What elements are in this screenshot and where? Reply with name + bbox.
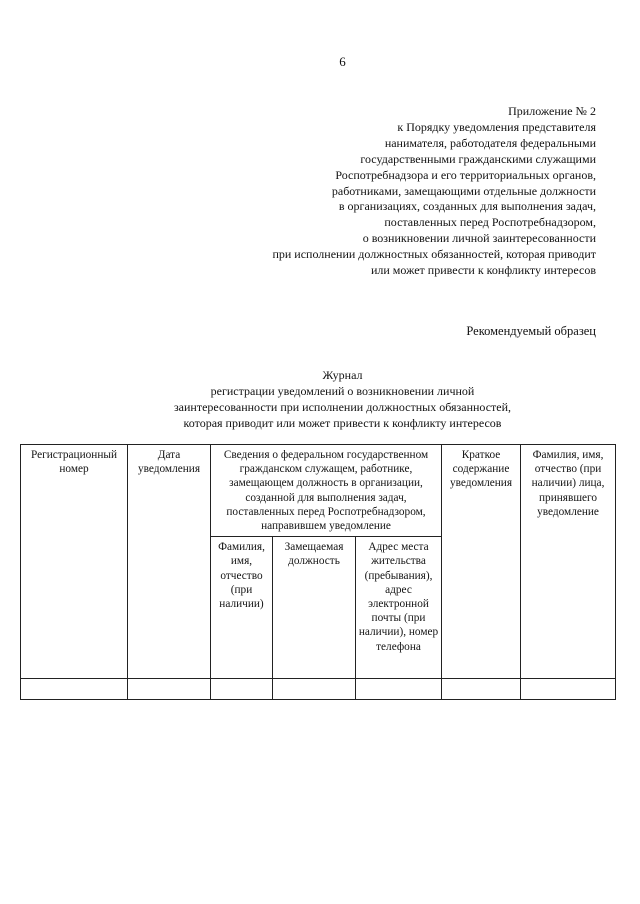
header-notification-date: Дата уведомления [128,445,211,679]
header-summary: Краткое содержание уведомления [442,445,521,679]
table-cell [128,679,211,700]
table-header-row [21,445,616,537]
table-cell [211,679,273,700]
appendix-line: в организациях, созданных для выполнения задач, [338,199,596,214]
header-employee-info: Сведения о федеральном государственном гражданском служащем, работнике, замещающем должность в организации, созданной для выполнения задач, поставленных перед Роспотребнадзором, направившем уведомление [211,445,442,537]
table-cell [356,679,442,700]
appendix-line: государственными гражданскими служащими [360,151,596,166]
appendix-line: или может привести к конфликту интересов [370,263,596,278]
appendix-line: к Порядку уведомления представителя [397,119,596,134]
table-row [21,679,616,700]
appendix-line: нанимателя, работодателя федеральными [384,135,596,150]
registration-journal-table [20,444,616,700]
appendix-line: Приложение № 2 [508,104,596,118]
header-recipient-name: Фамилия, имя, отчество (при наличии) лица, принявшего уведомление [521,445,616,679]
header-registration-number: Регистрационный номер [21,445,128,679]
appendix-line: работниками, замещающими отдельные должности [331,183,596,198]
journal-title [0,367,640,431]
table-cell [273,679,356,700]
appendix-line: о возникновении личной заинтересованности [362,231,596,246]
subheader-position: Замещаемая должность [273,537,356,679]
recommended-sample-label: Рекомендуемый образец [466,324,596,338]
table-cell [21,679,128,700]
subheader-address: Адрес места жительства (пребывания), адрес электронной почты (при наличии), номер телефона [356,537,442,679]
journal-title-line: регистрации уведомлений о возникновении личной [210,384,475,398]
appendix-line: поставленных перед Роспотребнадзором, [384,215,596,230]
journal-title-line: которая приводит или может привести к конфликту интересов [183,416,502,430]
appendix-line: при исполнении должностных обязанностей, которая приводит [272,247,596,262]
table-cell [442,679,521,700]
journal-title-line: заинтересованности при исполнении должностных обязанностей, [173,400,512,414]
appendix-header [272,104,596,279]
appendix-line: Роспотребнадзора и его территориальных органов, [335,167,596,182]
table-cell [521,679,616,700]
page-number: 6 [339,54,346,69]
subheader-full-name: Фамилия, имя, отчество (при наличии) [211,537,273,679]
journal-title-line: Журнал [322,368,363,382]
